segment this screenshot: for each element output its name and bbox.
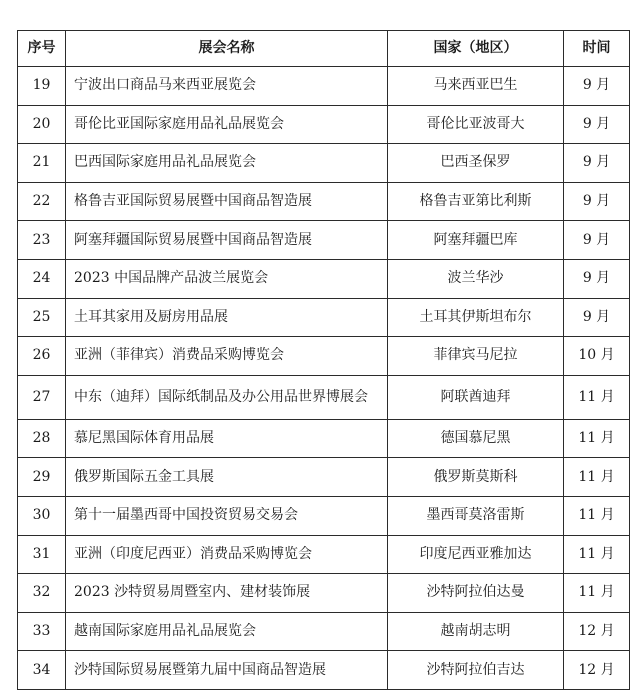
cell-location: 波兰华沙 (388, 259, 564, 298)
cell-time: 11 月 (564, 535, 630, 574)
cell-location: 格鲁吉亚第比利斯 (388, 182, 564, 221)
cell-no: 23 (18, 221, 66, 260)
cell-name: 2023 中国品牌产品波兰展览会 (66, 259, 388, 298)
cell-no: 30 (18, 496, 66, 535)
table-header (18, 31, 630, 67)
cell-name: 慕尼黑国际体育用品展 (66, 419, 388, 458)
cell-location: 阿联酋迪拜 (388, 375, 564, 419)
cell-name: 巴西国际家庭用品礼品展览会 (66, 144, 388, 183)
cell-location: 巴西圣保罗 (388, 144, 564, 183)
cell-location: 马来西亚巴生 (388, 67, 564, 106)
cell-location: 德国慕尼黑 (388, 419, 564, 458)
cell-name: 亚洲（印度尼西亚）消费品采购博览会 (66, 535, 388, 574)
cell-time: 10 月 (564, 337, 630, 376)
table-row (18, 574, 630, 613)
table-row (18, 375, 630, 419)
cell-name: 阿塞拜疆国际贸易展暨中国商品智造展 (66, 221, 388, 260)
header-row (18, 31, 630, 67)
cell-no: 27 (18, 375, 66, 419)
cell-location: 沙特阿拉伯吉达 (388, 651, 564, 690)
table-row (18, 337, 630, 376)
cell-time: 9 月 (564, 67, 630, 106)
table-body (18, 67, 630, 690)
cell-no: 28 (18, 419, 66, 458)
cell-location: 阿塞拜疆巴库 (388, 221, 564, 260)
cell-location: 印度尼西亚雅加达 (388, 535, 564, 574)
cell-no: 31 (18, 535, 66, 574)
cell-no: 20 (18, 105, 66, 144)
cell-time: 9 月 (564, 221, 630, 260)
cell-no: 22 (18, 182, 66, 221)
cell-location: 哥伦比亚波哥大 (388, 105, 564, 144)
table-row (18, 535, 630, 574)
header-name: 展会名称 (66, 31, 388, 67)
cell-no: 29 (18, 458, 66, 497)
cell-time: 9 月 (564, 182, 630, 221)
cell-no: 21 (18, 144, 66, 183)
cell-name: 土耳其家用及厨房用品展 (66, 298, 388, 337)
cell-name: 中东（迪拜）国际纸制品及办公用品世界博展会 (66, 375, 388, 419)
table-row (18, 458, 630, 497)
cell-time: 9 月 (564, 105, 630, 144)
cell-no: 19 (18, 67, 66, 106)
table-row (18, 144, 630, 183)
table-row (18, 298, 630, 337)
table-row (18, 105, 630, 144)
cell-name: 俄罗斯国际五金工具展 (66, 458, 388, 497)
cell-name: 沙特国际贸易展暨第九届中国商品智造展 (66, 651, 388, 690)
cell-no: 25 (18, 298, 66, 337)
cell-time: 11 月 (564, 574, 630, 613)
cell-location: 俄罗斯莫斯科 (388, 458, 564, 497)
table-row (18, 496, 630, 535)
table-row (18, 419, 630, 458)
cell-name: 哥伦比亚国际家庭用品礼品展览会 (66, 105, 388, 144)
cell-time: 9 月 (564, 298, 630, 337)
cell-no: 24 (18, 259, 66, 298)
cell-time: 11 月 (564, 496, 630, 535)
cell-no: 34 (18, 651, 66, 690)
cell-no: 33 (18, 612, 66, 651)
cell-time: 11 月 (564, 419, 630, 458)
cell-location: 菲律宾马尼拉 (388, 337, 564, 376)
header-location: 国家（地区） (388, 31, 564, 67)
cell-location: 墨西哥莫洛雷斯 (388, 496, 564, 535)
cell-time: 11 月 (564, 458, 630, 497)
cell-time: 9 月 (564, 259, 630, 298)
cell-no: 26 (18, 337, 66, 376)
cell-time: 12 月 (564, 612, 630, 651)
cell-name: 越南国际家庭用品礼品展览会 (66, 612, 388, 651)
cell-no: 32 (18, 574, 66, 613)
table-row (18, 612, 630, 651)
table-row (18, 651, 630, 690)
cell-name: 2023 沙特贸易周暨室内、建材装饰展 (66, 574, 388, 613)
table-row (18, 221, 630, 260)
cell-name: 格鲁吉亚国际贸易展暨中国商品智造展 (66, 182, 388, 221)
header-time: 时间 (564, 31, 630, 67)
header-no: 序号 (18, 31, 66, 67)
cell-location: 土耳其伊斯坦布尔 (388, 298, 564, 337)
table-row (18, 67, 630, 106)
table-row (18, 259, 630, 298)
cell-location: 越南胡志明 (388, 612, 564, 651)
cell-name: 第十一届墨西哥中国投资贸易交易会 (66, 496, 388, 535)
cell-location: 沙特阿拉伯达曼 (388, 574, 564, 613)
cell-time: 11 月 (564, 375, 630, 419)
cell-name: 亚洲（菲律宾）消费品采购博览会 (66, 337, 388, 376)
cell-time: 12 月 (564, 651, 630, 690)
cell-name: 宁波出口商品马来西亚展览会 (66, 67, 388, 106)
cell-time: 9 月 (564, 144, 630, 183)
exhibition-table (17, 30, 630, 690)
table-row (18, 182, 630, 221)
